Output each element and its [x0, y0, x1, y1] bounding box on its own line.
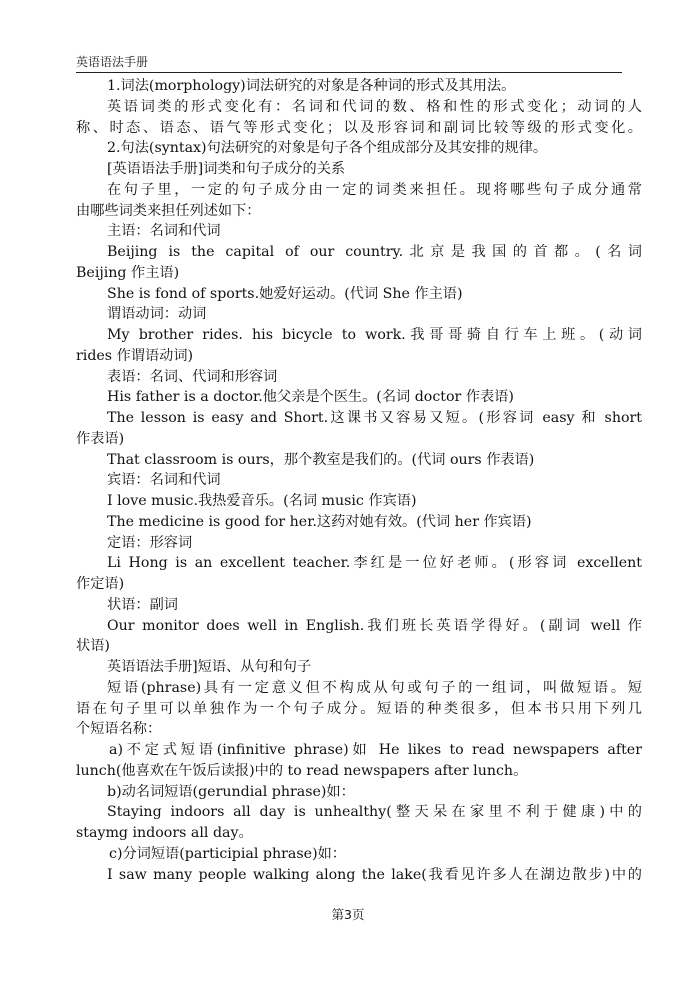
running-header: 英语语法手册 [76, 55, 149, 69]
text-line: 宾语：名词和代词 [107, 472, 221, 489]
text-line: Beijing 作主语) [76, 264, 180, 281]
text-line: c)分词短语(participial phrase)如： [109, 845, 346, 862]
page-number: 第3页 [331, 907, 365, 922]
text-line: 1.词法(morphology)词法研究的对象是各种词的形式及其用法。 [107, 78, 516, 94]
text-line: 状语) [76, 638, 110, 655]
text-line: That classroom is ours，那个教室是我们的。(代词 ours 作表语) [107, 451, 535, 468]
text-line: The medicine is good for her.这药对她有效。(代词 her 作宾语) [107, 513, 532, 530]
text-line: 在句子里，一定的句子成分由一定的词类来担任。现将哪些句子成分通常 [107, 181, 642, 198]
header-rule [76, 72, 622, 73]
text-line: My brother rides. his bicycle to work.我哥哥骑自行车上班。(动词 [107, 327, 642, 343]
text-line: 英语词类的形式变化有：名词和代词的数、格和性的形式变化；动词的人 [107, 98, 642, 115]
text-line: She is fond of sports.她爱好运动。(代词 She 作主语) [107, 285, 463, 302]
text-line: 表语：名词、代词和形容词 [107, 368, 278, 385]
text-line: The lesson is easy and Short.这课书又容易又短。(形容词 easy 和 short [107, 410, 642, 426]
text-line: Beijing is the capital of our country.北京是我国的首都。(名词 [107, 244, 642, 260]
text-line: 个短语名称： [76, 721, 162, 738]
text-line: Li Hong is an excellent teacher.李红是一位好老师。(形容词 excellent [107, 555, 642, 572]
text-line: 状语：副词 [107, 596, 178, 613]
text-line: I love music.我热爱音乐。(名词 music 作宾语) [107, 493, 417, 509]
text-line: His father is a doctor.他父亲是个医生。(名词 doctor 作表语) [107, 389, 514, 406]
text-line: rides 作谓语动词) [76, 347, 194, 364]
text-line: staymg indoors all day。 [76, 825, 253, 841]
text-line: lunch(他喜欢在午饭后读报)中的 to read newspapers after lunch。 [76, 762, 528, 779]
text-line: Staying indoors all day is unhealthy(整天呆在家里不利于健康)中的 [107, 804, 642, 821]
text-line: 主语：名词和代词 [107, 223, 221, 240]
text-line: 由哪些词类来担任列述如下： [76, 202, 261, 219]
text-line: Our monitor does well in English.我们班长英语学得好。(副词 well 作 [107, 617, 642, 634]
text-line: [英语语法手册]词类和句子成分的关系 [107, 161, 346, 177]
text-line: 定语：形容词 [107, 534, 193, 551]
text-line: 英语语法手册]短语、从句和句子 [107, 659, 312, 675]
text-line: 称、时态、语态、语气等形式变化；以及形容词和副词比较等级的形式变化。 [76, 119, 642, 136]
text-line: 作定语) [76, 576, 125, 592]
text-line: 短语(phrase)具有一定意义但不构成从句或句子的一组词，叫做短语。短 [107, 679, 642, 696]
page-body [76, 76, 642, 885]
text-line: 语在句子里可以单独作为一个句子成分。短语的种类很多，但本书只用下列几 [76, 700, 642, 717]
text-line: I saw many people walking along the lake(我看见许多人在湖边散步)中的 [107, 866, 642, 883]
text-line: b)动名词短语(gerundial phrase)如： [107, 783, 355, 800]
text-line: 作表语) [76, 430, 125, 447]
text-line: a)不定式短语(infinitive phrase)如 He likes to read newspapers after [109, 742, 642, 758]
text-line: 2.句法(syntax)句法研究的对象是句子各个组成部分及其安排的规律。 [107, 140, 548, 157]
text-line: 谓语动词：动词 [107, 306, 207, 323]
